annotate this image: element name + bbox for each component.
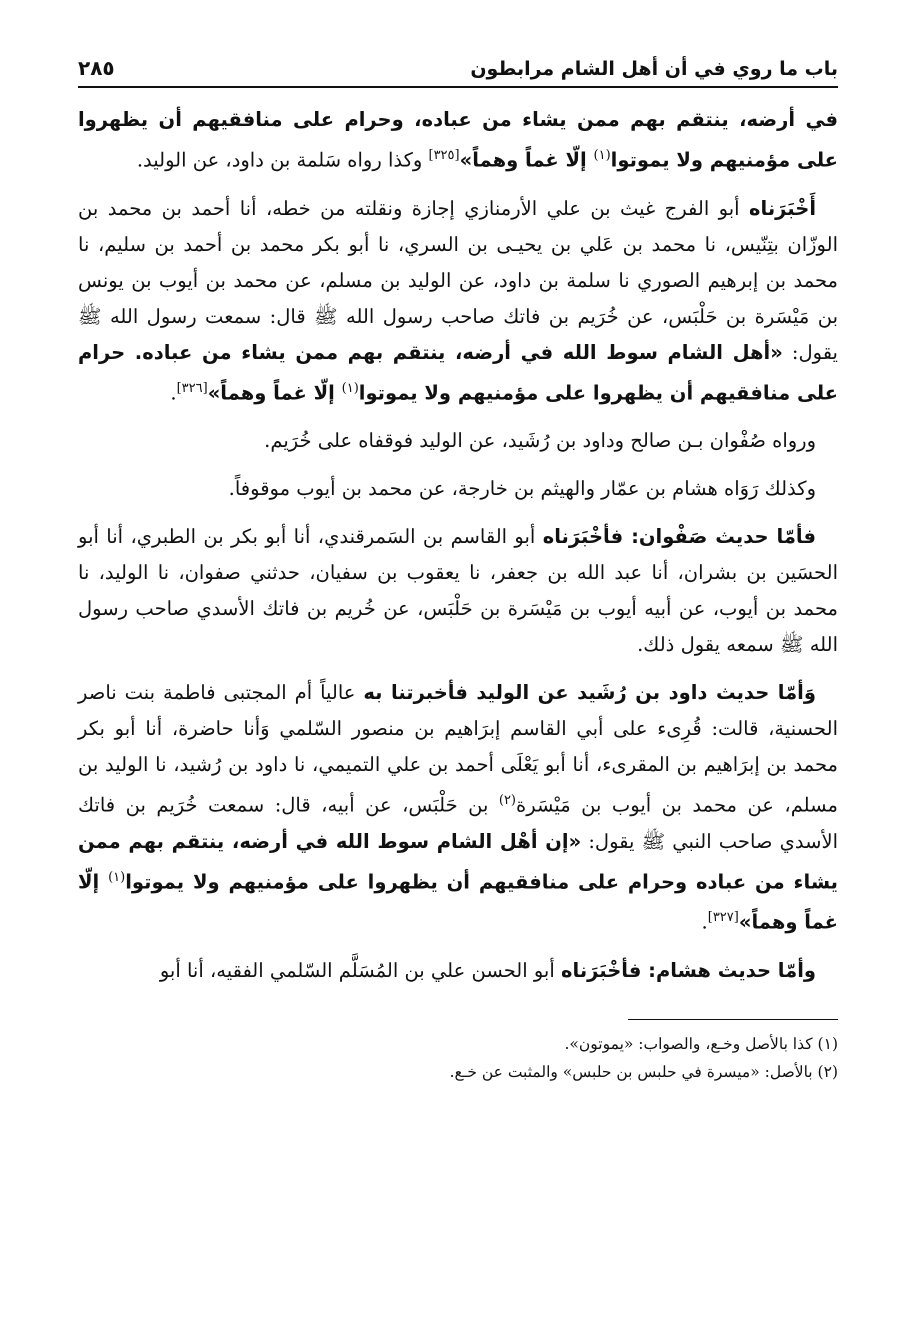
paragraph-3: ورواه صُفْوان بـن صالح وداود بن رُشَيد، عن الوليد فوقفاه على خُرَيم. bbox=[264, 429, 816, 452]
hadith-number: [٣٢٦] bbox=[176, 380, 208, 396]
footnote-1: (١) كذا بالأصل وخـع، والصواب: «يموتون». bbox=[564, 1034, 838, 1053]
footnote-divider bbox=[628, 1019, 838, 1020]
main-text bbox=[78, 102, 838, 989]
running-header bbox=[78, 56, 838, 88]
footnote-ref[interactable]: (١) bbox=[593, 148, 611, 163]
page-number: ٢٨٥ bbox=[78, 56, 115, 80]
paragraph-7: وأمّا حديث هشام: فأخْبَرَناه أبو الحسن علي بن المُسَلَّم السّلمي الفقيه، أنا أبو bbox=[159, 958, 816, 982]
header-title: باب ما روي في أن أهل الشام مرابطون bbox=[470, 58, 838, 80]
footnote-ref[interactable]: (١) bbox=[341, 380, 359, 396]
footnote-ref[interactable]: (٢) bbox=[498, 793, 516, 808]
footnote-ref[interactable]: (١) bbox=[108, 869, 126, 885]
paragraph-1: في أرضه، ينتقم بهم ممن يشاء من عباده، وحرام على منافقيهم أن يظهروا على مؤمنيهم ولا يموتوا$^{(١)}$ إلّا غماً وهماً»[٣٢٥] وكذا رواه سَلمة بن داود، عن الوليد. bbox=[78, 108, 838, 172]
paragraph-6: وَأمّا حديث داود بن رُشَيد عن الوليد فأخبرتنا به عالياً أم المجتبى فاطمة بنت ناصر الحسنية، قالت: قُرِىء على أبي القاسم إبرَاهيم بن منصور السّلمي وَأنا حاضرة، أنا أبو بكر محمد بن إبرَاهيم بن المقرىء، أنا أبو يَعْلَى أحمد بن علي التميمي، نا داود بن رُشيد، نا الوليد بن مسلم، عن محمد بن أيوب بن مَيْسَرة$^{(٢)}$ بن حَلْبَس، عن أبيه، قال: سمعت خُرَيم بن فاتك الأسدي صاحب النبي ﷺ يقول: «إن أهْل الشام سوط الله في أرضه، ينتقم بهم ممن يشاء من عباده وحرام على منافقيهم أن يظهروا على مؤمنيهم ولا يموتوا$^{(١)}$ إلّا غماً وهماً»[٣٢٧]. bbox=[78, 681, 838, 934]
hadith-number: [٣٢٧] bbox=[707, 910, 739, 925]
paragraph-2: أَخْبَرَناه أبو الفرج غيث بن علي الأرمنازي إجازة ونقلته من خطه، أنا أحمد بن محمد بن الوزّان بتِنّيس، نا محمد بن عَلي بن يحيـى بن السري، نا أبو بكر محمد بن أحمد بن سليم، نا محمد بن إبرهيم الصوري نا سلمة بن داود، عن الوليد بن مسلم، عن محمد بن أيوب بن يونس بن مَيْسَرة بن حَلْبَس، عن خُرَيم بن فاتك صاحب رسول الله ﷺ قال: سمعت رسول الله ﷺ يقول: «أهل الشام سوط الله في أرضه، ينتقم بهم ممن يشاء من عباده. حرام على منافقيهم أن يظهروا على مؤمنيهم ولا يموتوا$^{(١)}$ إلّا غماً وهماً»[٣٢٦]. bbox=[78, 196, 838, 404]
footnote-2: (٢) بالأصل: «ميسرة في حلبس بن حلبس» والمثبت عن خـع. bbox=[449, 1062, 838, 1081]
paragraph-5: فأمّا حديث صَفْوان: فأخْبَرَناه أبو القاسم بن السَمرقندي، أنا أبو بكر بن الطبري، أنا أبو الحسَين بن بشران، أنا عبد الله بن جعفر، نا يعقوب بن سفيان، حدثني صفوان، نا الوليد، نا محمد بن أيوب، عن أبيه أيوب بن مَيْسَرة بن حَلْبَس، عن خُريم بن فاتك الأسدي صاحب رسول الله ﷺ سمعه يقول ذلك. bbox=[78, 525, 838, 656]
hadith-number: [٣٢٥] bbox=[428, 148, 460, 163]
paragraph-4: وكذلك رَوَاه هشام بن عمّار والهيثم بن خارجة، عن محمد بن أيوب موقوفاً. bbox=[228, 477, 816, 500]
footnotes bbox=[78, 1030, 838, 1086]
